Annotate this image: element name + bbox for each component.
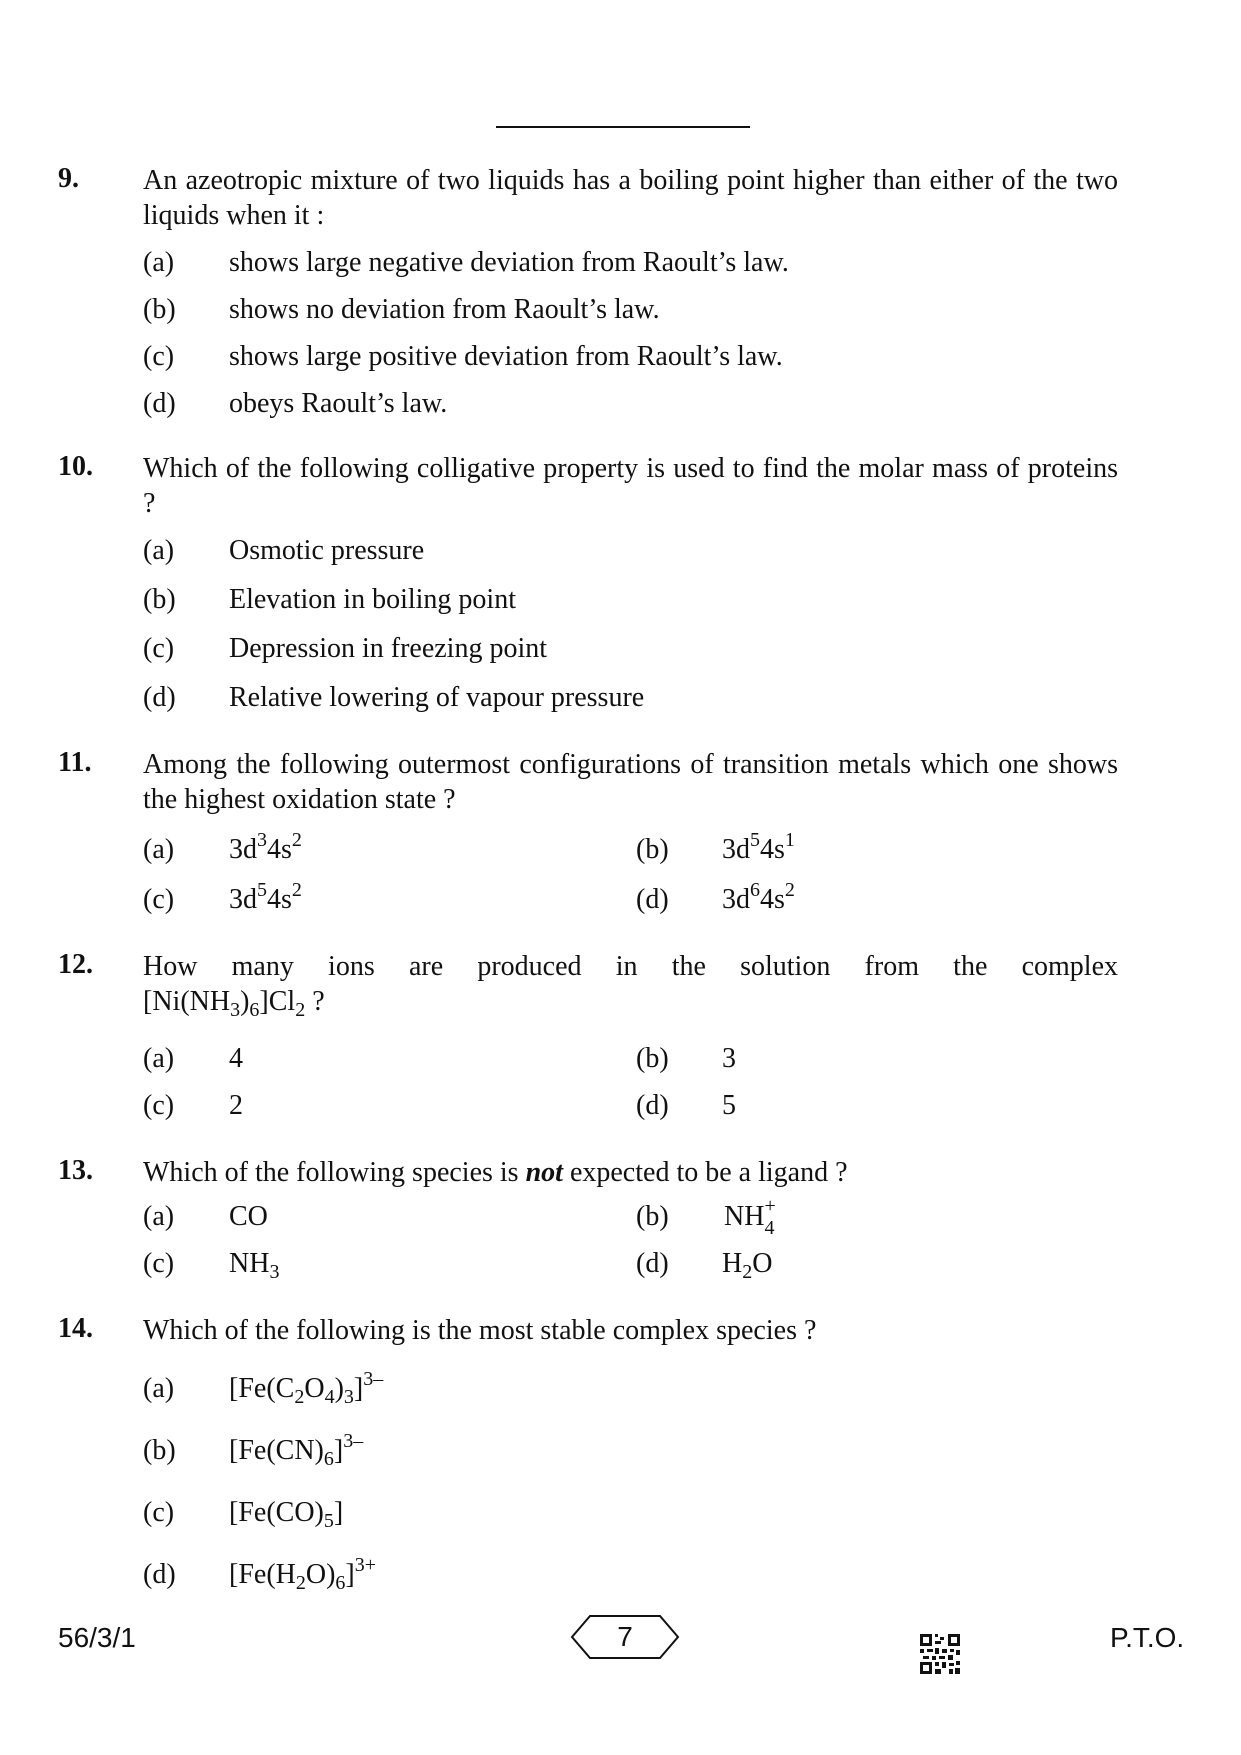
question-text: Among the following outermost configurations of transition metals which one shows the highest oxidation state ? [143, 749, 1118, 815]
question-text: Which of the following species is not expected to be a ligand ? [143, 1157, 848, 1188]
option-label: (a) [143, 1373, 175, 1404]
option-label: (d) [143, 388, 176, 419]
question-number: 13. [58, 1155, 93, 1186]
question-text: An azeotropic mixture of two liquids has a boiling point higher than either of the two liquids when it : [143, 165, 1118, 231]
option-label: (b) [636, 834, 669, 865]
option-label: (d) [636, 884, 669, 915]
top-divider [496, 126, 750, 128]
option-label: (a) [143, 535, 175, 566]
option-text: 3 [722, 1043, 736, 1074]
option-label: (a) [143, 1043, 175, 1074]
option-label: (d) [143, 682, 176, 713]
option-text: 4 [229, 1043, 243, 1074]
option-text: Osmotic pressure [229, 535, 425, 566]
question-number: 14. [58, 1313, 93, 1344]
option-formula: $[Fe(CN)_6]^{3-}$ [229, 1430, 364, 1470]
option-label: (a) [143, 834, 175, 865]
option-label: (c) [143, 1497, 175, 1528]
option-text: Depression in freezing point [229, 633, 548, 664]
option-label: (c) [143, 1248, 175, 1279]
option-label: (c) [143, 1090, 175, 1121]
option-formula: $[Fe(H_2O)_6]^{3+}$ [229, 1554, 377, 1594]
option-text: obeys Raoult’s law. [229, 388, 448, 419]
question-number: 10. [58, 451, 93, 482]
page-number: 7 [617, 1621, 633, 1652]
option-label: (d) [143, 1559, 176, 1590]
option-label: (c) [143, 633, 175, 664]
option-label: (d) [636, 1248, 669, 1279]
option-label: (b) [143, 1435, 176, 1466]
option-formula: NH + 4 [724, 1195, 776, 1239]
option-text: Relative lowering of vapour pressure [229, 682, 645, 713]
option-text: Elevation in boiling point [229, 584, 516, 615]
option-text: 2 [229, 1090, 243, 1121]
complex-formula: $[Ni(NH_3)_6]Cl_2$ ? [143, 986, 325, 1021]
option-label: (a) [143, 247, 175, 278]
pto-label: P.T.O. [1110, 1622, 1185, 1653]
option-formula: $[Fe(C_2O_4)_3]^{3-}$ [229, 1368, 384, 1408]
option-label: (b) [636, 1201, 669, 1232]
page-number-badge [570, 1614, 680, 1660]
question-text: Which of the following is the most stable complex species ? [143, 1315, 817, 1346]
option-formula: $H_2O$ [722, 1248, 773, 1283]
option-label: (b) [143, 584, 176, 615]
paper-code: 56/3/1 [58, 1622, 136, 1653]
question-number: 11. [58, 747, 92, 778]
option-text: shows no deviation from Raoult’s law. [229, 294, 660, 325]
option-formula: $NH_3$ [229, 1248, 280, 1283]
option-label: (a) [143, 1201, 175, 1232]
option-text: shows large positive deviation from Raoult’s law. [229, 341, 783, 372]
option-text: CO [229, 1201, 268, 1232]
option-label: (b) [636, 1043, 669, 1074]
option-formula: $3d^34s^2$ [229, 829, 302, 865]
option-label: (d) [636, 1090, 669, 1121]
option-text: shows large negative deviation from Raoult’s law. [229, 247, 789, 278]
question-number: 12. [58, 949, 93, 980]
option-label: (b) [143, 294, 176, 325]
question-text: Which of the following colligative property is used to find the molar mass of proteins ? [143, 453, 1118, 519]
question-text: How many ions are produced in the solution from the complex [143, 951, 1118, 982]
option-text: 5 [722, 1090, 736, 1121]
option-label: (c) [143, 884, 175, 915]
option-formula: $3d^64s^2$ [722, 879, 795, 915]
option-formula: $3d^54s^1$ [722, 829, 795, 865]
option-label: (c) [143, 341, 175, 372]
qr-code-icon [920, 1634, 960, 1674]
option-formula: $3d^54s^2$ [229, 879, 302, 915]
emphasis: not [525, 1157, 563, 1188]
question-number: 9. [58, 163, 79, 194]
option-formula: $[Fe(CO)_5]$ [229, 1497, 344, 1532]
